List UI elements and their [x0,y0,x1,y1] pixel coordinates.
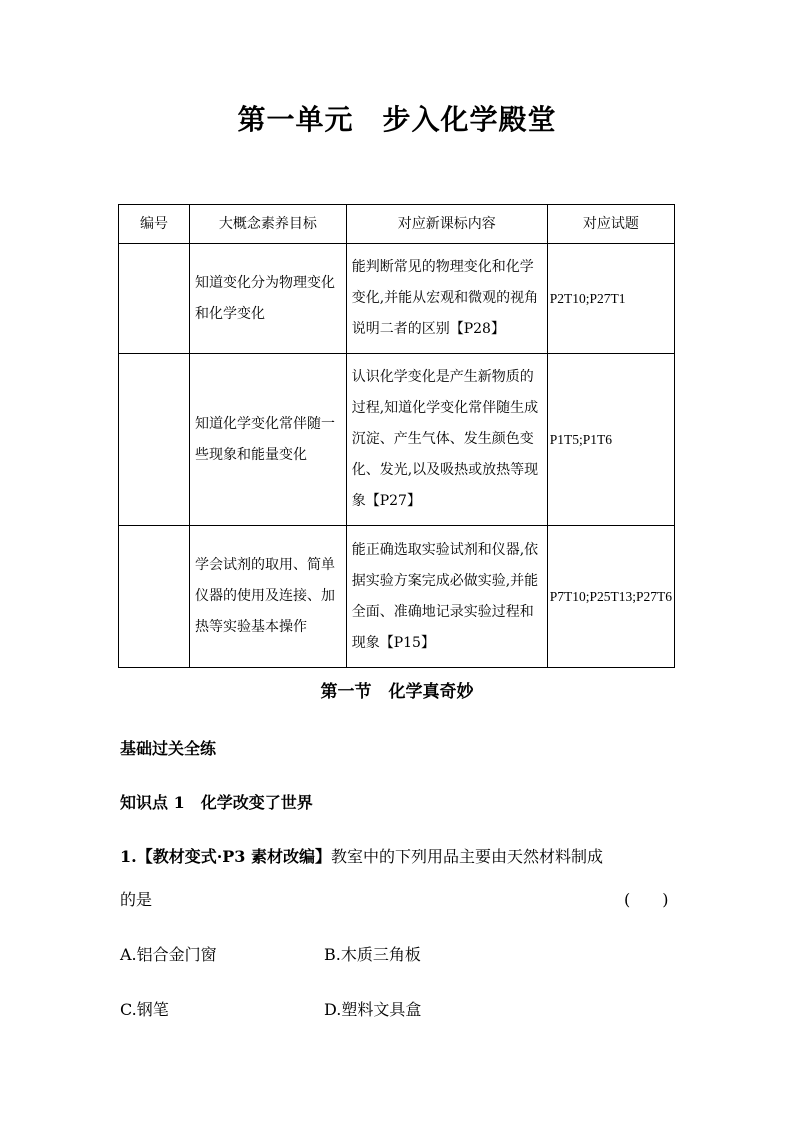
header-number: 编号 [119,205,190,244]
question-number: 1. [120,847,137,866]
cell-number [119,244,190,354]
answer-parenthesis: ( ) [624,890,669,909]
cell-goal: 学会试剂的取用、简单仪器的使用及连接、加热等实验基本操作 [189,526,346,668]
curriculum-table [118,204,675,668]
header-content: 对应新课标内容 [346,205,547,244]
cell-content: 能正确选取实验试剂和仪器,依据实验方案完成必做实验,并能全面、准确地记录实验过程和现象【P15】 [346,526,547,668]
cell-number [119,354,190,526]
cell-items: P1T5;P1T6 [547,354,674,526]
table-header-row [119,205,675,244]
table-row [119,244,675,354]
cell-items: P2T10;P27T1 [547,244,674,354]
knowledge-point-heading: 知识点 1 化学改变了世界 [120,793,313,812]
cell-goal: 知道变化分为物理变化和化学变化 [189,244,346,354]
option-b: B.木质三角板 [324,945,421,964]
option-a: A.铝合金门窗 [120,945,217,964]
cell-number [119,526,190,668]
cell-goal: 知道化学变化常伴随一些现象和能量变化 [189,354,346,526]
question-stem: 教室中的下列用品主要由天然材料制成 [331,847,604,866]
unit-title: 第一单元 步入化学殿堂 [237,103,557,136]
table-row [119,526,675,668]
question-stem-line1 [120,844,603,867]
section-title: 第一节 化学真奇妙 [320,682,474,702]
option-c: C.钢笔 [120,1000,169,1019]
option-d: D.塑料文具盒 [324,1000,422,1019]
cell-content: 能判断常见的物理变化和化学变化,并能从宏观和微观的视角说明二者的区别【P28】 [346,244,547,354]
cell-content: 认识化学变化是产生新物质的过程,知道化学变化常伴随生成沉淀、产生气体、发生颜色变化、发光,以及吸热或放热等现象【P27】 [346,354,547,526]
question-tag: 【教材变式·P3 素材改编】 [136,847,332,866]
practice-heading: 基础过关全练 [120,739,217,758]
header-items: 对应试题 [547,205,674,244]
cell-items: P7T10;P25T13;P27T6 [547,526,674,668]
header-goal: 大概念素养目标 [189,205,346,244]
question-stem-line2: 的是 [120,890,153,909]
table-row [119,354,675,526]
